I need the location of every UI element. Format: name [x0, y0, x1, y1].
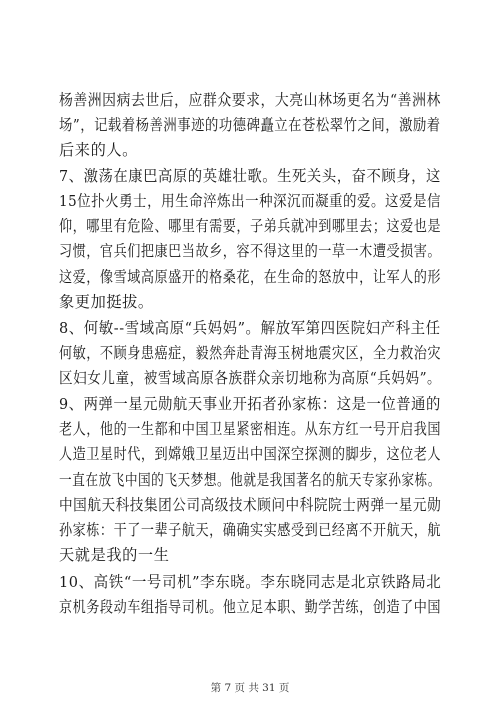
text-line: 象更加挺拔。: [59, 293, 154, 311]
text-line: 这爱，像雪域高原盛开的格桑花，在生命的怒放中，让军人的形: [59, 268, 442, 286]
page-footer: 第 7 页 共 31 页: [210, 682, 290, 694]
text-line: 杨善洲因病去世后，应群众要求，大亮山林场更名为“善洲林: [59, 91, 441, 109]
text-line: 京机务段动车组指导司机。他立足本职、勤学苦练，创造了中国: [59, 598, 442, 616]
text-line: 一直在放飞中国的飞天梦想。他就是我国著名的航天专家孙家栋。: [59, 471, 441, 489]
text-line: 何敏，不顾身患癌症，毅然奔赴青海玉树地震灾区，全力救治灾: [59, 344, 442, 362]
text-line: 7、激荡在康巴高原的英雄壮歌。生死关头，奋不顾身，这: [59, 167, 441, 185]
text-line: 中国航天科技集团公司高级技术顾问中科院院士两弹一星元勋: [59, 496, 442, 514]
text-line: 10、高铁“一号司机”李东晓。李东晓同志是北京铁路局北: [59, 573, 442, 591]
text-line: 9、两弹一星元勋航天事业开拓者孙家栋：这是一位普通的: [59, 395, 441, 413]
text-line: 仰，哪里有危险、哪里有需要，子弟兵就冲到哪里去；这爱也是: [59, 217, 442, 235]
text-line: 场”，记载着杨善洲事迹的功德碑矗立在苍松翠竹之间，激励着: [59, 116, 441, 134]
text-line: 习惯，官兵们把康巴当故乡，容不得这里的一草一木遭受损害。: [59, 242, 442, 260]
text-line: 15位扑火勇士，用生命淬炼出一种深沉而凝重的爱。这爱是信: [59, 192, 442, 210]
text-line: 人造卫星时代，到嫦娥卫星迈出中国深空探测的脚步，这位老人: [59, 445, 442, 463]
text-line: 老人，他的一生都和中国卫星紧密相连。从东方红一号开启我国: [59, 420, 442, 438]
text-line: 天就是我的一生: [59, 546, 170, 564]
text-line: 后来的人。: [59, 141, 138, 159]
text-line: 孙家栋：干了一辈子航天，确确实实感受到已经离不开航天，航: [59, 521, 442, 539]
text-line: 区妇女儿童，被雪域高原各族群众亲切地称为高原“兵妈妈”。: [59, 369, 442, 387]
text-line: 8、何敏--雪域高原“兵妈妈”。解放军第四医院妇产科主任: [59, 319, 441, 337]
